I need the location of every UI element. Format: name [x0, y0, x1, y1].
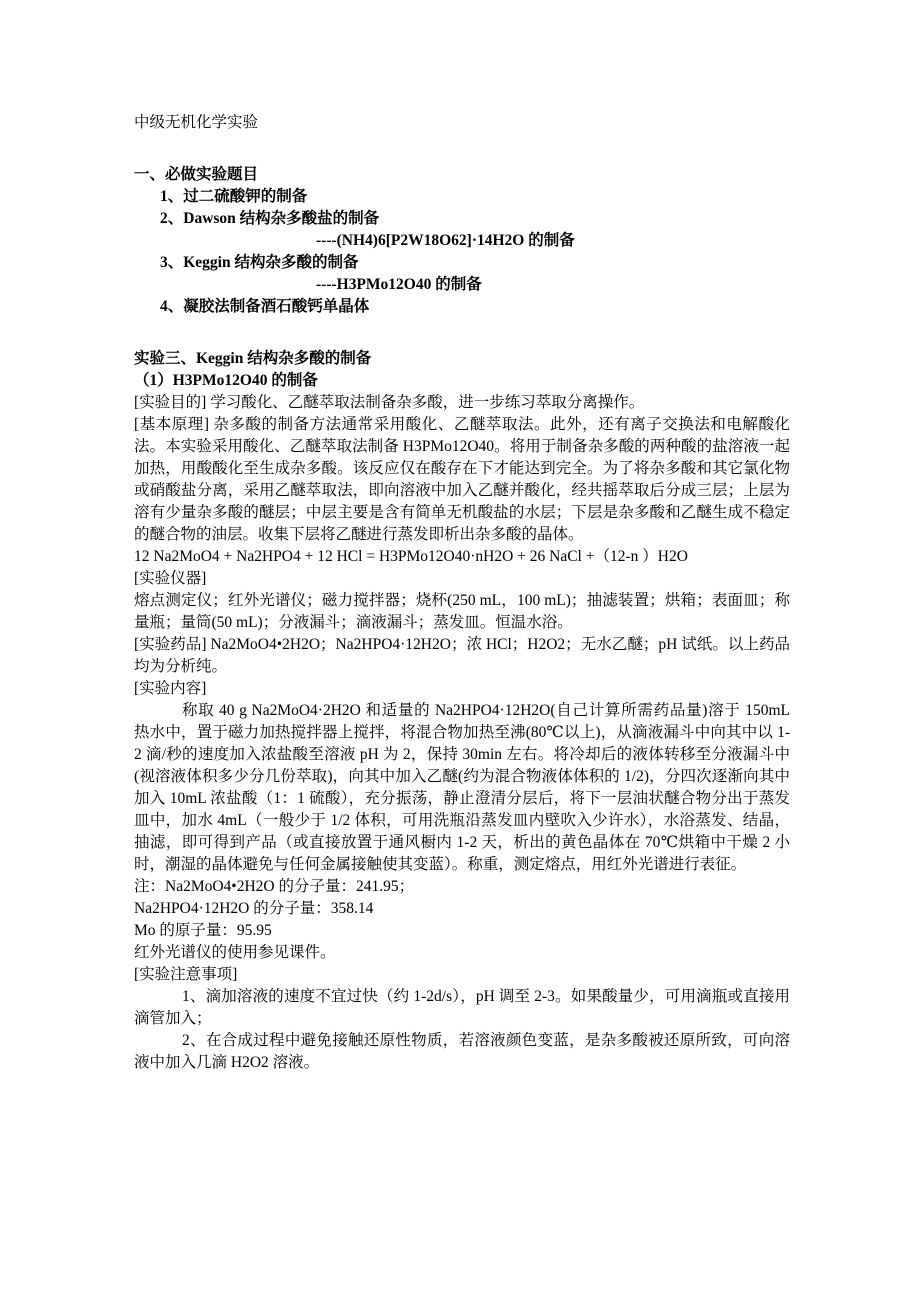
spacer: [134, 318, 790, 348]
note-line: 注：Na2MoO4•2H2O 的分子量：241.95；: [134, 878, 415, 895]
list-item: 1、过二硫酸钾的制备: [160, 188, 308, 205]
experiment-equation: 12 Na2MoO4 + Na2HPO4 + 12 HCl = H3PMo12O40·nH2O + 26 NaCl +（12-n ）H2O: [134, 548, 688, 565]
list-item: 4、凝胶法制备酒石酸钙单晶体: [160, 298, 370, 315]
experiment-principle: [基本原理] 杂多酸的制备方法通常采用酸化、乙醚萃取法。此外，还有离子交换法和电解酸化法。本实验采用酸化、乙醚萃取法制备 H3PMo12O40。将用于制备杂多酸的两种酸的盐溶液一起加热，用酸酸化至生成杂多酸。该反应仅在酸存在下才能达到完全。为了将杂多酸和其它氯化物或硝酸盐分离，采用乙醚萃取法，即向溶液中加入乙醚并酸化，经共摇萃取后分成三层；上层为溶有少量杂多酸的醚层；中层主要是含有简单无机酸盐的水层；下层是杂多酸和乙醚生成不稳定的醚合物的油层。收集下层将乙醚进行蒸发即析出杂多酸的晶体。: [134, 416, 790, 543]
list-item-note-keggin: ----H3PMo12O40 的制备: [316, 276, 482, 293]
note-line: Na2HPO4·12H2O 的分子量：358.14: [134, 900, 374, 917]
instruments-list: 熔点测定仪；红外光谱仪；磁力搅拌器；烧杯(250 mL，100 mL)；抽滤装置；烘箱；表面皿；称量瓶；量筒(50 mL)；分液漏斗；滴液漏斗；蒸发皿。恒温水浴。: [134, 592, 790, 631]
content-body: 称取 40 g Na2MoO4·2H2O 和适量的 Na2HPO4·12H2O(自己计算所需药品量)溶于 150mL 热水中，置于磁力加热搅拌器上搅拌，将混合物加热至沸(80℃以上)，从滴液漏斗中向其中以 1-2 滴/秒的速度加入浓盐酸至溶液 pH 为 2，保持 30min 左右。将冷却后的液体转移至分液漏斗中(视溶液体积多少分几份萃取)，向其中加入乙醚(约为混合物液体体积的 1/2)，分四次逐渐向其中加入 10mL 浓盐酸（1：1 硫酸），充分振荡，静止澄清分层后，将下一层油状醚合物分出于蒸发皿中，加水 4mL（一般少于 1/2 体积，可用洗瓶沿蒸发皿内壁吹入少许水），水浴蒸发、结晶，抽滤，即可得到产品（或直接放置于通风橱内 1-2 天，析出的黄色晶体在 70℃烘箱中干燥 2 小时，潮湿的晶体避免与任何金属接触使其变蓝）。称重，测定熔点，用红外光谱进行表征。: [134, 702, 790, 873]
note-line: Mo 的原子量：95.95: [134, 922, 272, 939]
section-heading-one: 一、必做实验题目: [134, 166, 259, 183]
spacer: [134, 134, 790, 164]
experiment-purpose: [实验目的] 学习酸化、乙醚萃取法制备杂多酸，进一步练习萃取分离操作。: [134, 394, 645, 411]
document-content: [134, 112, 790, 1074]
content-label: [实验内容]: [134, 680, 207, 697]
note-line: 红外光谱仪的使用参见课件。: [134, 944, 336, 961]
experiment-subheading: （1）H3PMo12O40 的制备: [134, 372, 318, 389]
instruments-label: [实验仪器]: [134, 570, 207, 587]
reagents-list: [实验药品] Na2MoO4•2H2O；Na2HPO4·12H2O；浓 HCl；H2O2；无水乙醚；pH 试纸。以上药品均为分析纯。: [134, 636, 790, 675]
list-item: 3、Keggin 结构杂多酸的制备: [160, 254, 359, 271]
list-item: 2、Dawson 结构杂多酸盐的制备: [160, 210, 380, 227]
precautions-label: [实验注意事项]: [134, 966, 238, 983]
document-title: 中级无机化学实验: [134, 114, 259, 131]
list-item-note-dawson: ----(NH4)6[P2W18O62]·14H2O 的制备: [316, 232, 575, 249]
precaution-item: 1、滴加溶液的速度不宜过快（约 1-2d/s），pH 调至 2-3。如果酸量少，可用滴瓶或直接用滴管加入；: [134, 988, 790, 1027]
experiment-heading: 实验三、Keggin 结构杂多酸的制备: [134, 350, 372, 367]
precaution-item: 2、在合成过程中避免接触还原性物质，若溶液颜色变蓝，是杂多酸被还原所致，可向溶液中加入几滴 H2O2 溶液。: [134, 1032, 790, 1071]
